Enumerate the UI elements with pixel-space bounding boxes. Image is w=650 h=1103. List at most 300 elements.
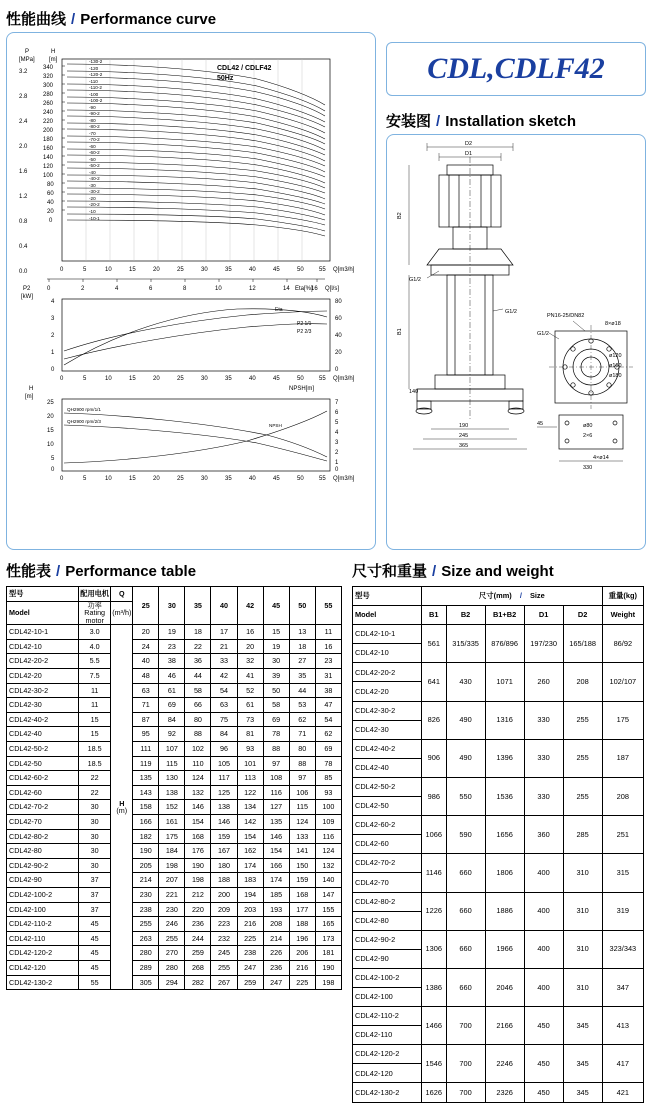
performance-table-body	[7, 625, 342, 990]
perf-cell-head: 142	[237, 815, 263, 830]
perf-cell-head: 175	[159, 829, 185, 844]
perf-cell-head: 30	[263, 654, 289, 669]
table-row	[7, 654, 342, 669]
svg-text:50Hz: 50Hz	[217, 75, 234, 82]
svg-text:50: 50	[297, 376, 304, 382]
svg-text:55: 55	[319, 267, 326, 273]
perf-cell-head: 259	[237, 975, 263, 990]
size-cell-weight: 86/92	[602, 625, 643, 663]
perf-cell-model: CDL42-100-2	[7, 887, 79, 902]
size-cell-b1b2: 1656	[485, 816, 524, 854]
size-cell-model: CDL42-10	[353, 644, 422, 663]
perf-cell-head: 225	[237, 931, 263, 946]
svg-text:[m]: [m]	[49, 57, 58, 63]
perf-cell-power: 11	[79, 683, 111, 698]
size-cell-b1b2: 1536	[485, 777, 524, 815]
perf-cell-head: 69	[159, 698, 185, 713]
svg-text:Q[m3/h]: Q[m3/h]	[333, 476, 355, 482]
size-cell-b1: 1466	[422, 1007, 447, 1045]
table-row	[7, 800, 342, 815]
perf-cell-head: 100	[315, 800, 341, 815]
perf-cell-head: 108	[263, 771, 289, 786]
perf-cell-head: 84	[211, 727, 237, 742]
svg-text:55: 55	[319, 476, 326, 482]
size-cell-b1b2: 1886	[485, 892, 524, 930]
perf-cell-head: 166	[263, 858, 289, 873]
section-title-cn: 性能曲线	[6, 10, 67, 28]
svg-text:ø160: ø160	[609, 363, 622, 369]
perf-cell-head: 226	[263, 946, 289, 961]
size-cell-b2: 490	[446, 739, 485, 777]
perf-cell-head: 107	[159, 742, 185, 757]
perf-cell-head: 53	[289, 698, 315, 713]
size-cell-b1b2: 1316	[485, 701, 524, 739]
perf-cell-head: 225	[289, 975, 315, 990]
perf-cell-head: 280	[159, 960, 185, 975]
perf-cell-head: 220	[185, 902, 211, 917]
perf-cell-head: 41	[237, 669, 263, 684]
perf-cell-head: 21	[211, 639, 237, 654]
svg-text:P2 1/1: P2 1/1	[297, 321, 312, 327]
perf-cell-head: 152	[159, 800, 185, 815]
table-row	[353, 739, 644, 758]
perf-cell-head: 38	[159, 654, 185, 669]
section-title-performance-table	[6, 560, 196, 581]
svg-text:6: 6	[335, 410, 339, 416]
perf-cell-head: 289	[133, 960, 159, 975]
perf-header-q50: 50	[289, 587, 315, 625]
svg-text:14: 14	[283, 286, 290, 292]
size-cell-weight: 347	[602, 968, 643, 1006]
size-cell-b2: 430	[446, 663, 485, 701]
perf-cell-head: 18	[289, 639, 315, 654]
perf-cell-head: 38	[315, 683, 341, 698]
table-row	[7, 756, 342, 771]
svg-text:0: 0	[51, 467, 55, 473]
perf-cell-power: 37	[79, 902, 111, 917]
perf-cell-head: 176	[185, 844, 211, 859]
svg-text:20: 20	[153, 476, 160, 482]
perf-cell-head: 117	[211, 771, 237, 786]
perf-header-q35: 35	[185, 587, 211, 625]
size-cell-b2: 660	[446, 854, 485, 892]
svg-text:-10: -10	[89, 209, 96, 214]
svg-text:4: 4	[115, 286, 119, 292]
svg-text:30: 30	[201, 476, 208, 482]
size-header-model-cn: 型号	[353, 587, 422, 606]
size-cell-b2: 660	[446, 968, 485, 1006]
svg-text:2: 2	[81, 286, 85, 292]
perf-cell-model: CDL42-90-2	[7, 858, 79, 873]
perf-cell-head: 180	[211, 858, 237, 873]
perf-cell-head: 216	[289, 960, 315, 975]
perf-cell-head: 206	[289, 946, 315, 961]
size-header-d1: D1	[524, 606, 563, 625]
perf-cell-head: 97	[263, 756, 289, 771]
size-header-size-cn: 尺寸(mm)	[478, 591, 512, 601]
svg-text:-100-2: -100-2	[89, 98, 103, 103]
perf-cell-head: 159	[211, 829, 237, 844]
perf-cell-head: 69	[263, 712, 289, 727]
size-cell-model: CDL42-60-2	[353, 816, 422, 835]
perf-cell-head: 174	[263, 873, 289, 888]
svg-text:20: 20	[47, 209, 54, 215]
size-cell-model: CDL42-100	[353, 987, 422, 1006]
perf-cell-head: 305	[133, 975, 159, 990]
size-cell-d1: 450	[524, 1083, 563, 1102]
perf-cell-head: 46	[159, 669, 185, 684]
perf-cell-head: 111	[133, 742, 159, 757]
perf-cell-head: 93	[315, 785, 341, 800]
perf-cell-model: CDL42-40-2	[7, 712, 79, 727]
perf-cell-head: 196	[289, 931, 315, 946]
perf-cell-head: 109	[315, 815, 341, 830]
perf-cell-power: 30	[79, 815, 111, 830]
size-header-size	[422, 587, 603, 606]
svg-text:240: 240	[43, 110, 54, 116]
svg-text:-20-2: -20-2	[89, 202, 100, 207]
size-cell-d2: 255	[563, 701, 602, 739]
size-cell-d1: 400	[524, 968, 563, 1006]
perf-title-cn: 性能表	[6, 562, 52, 580]
svg-text:1: 1	[335, 460, 339, 466]
perf-cell-head: 155	[315, 902, 341, 917]
perf-cell-head: 22	[185, 639, 211, 654]
svg-text:40: 40	[249, 476, 256, 482]
size-cell-d2: 255	[563, 777, 602, 815]
size-cell-model: CDL42-70-2	[353, 854, 422, 873]
svg-text:30: 30	[201, 267, 208, 273]
perf-cell-power: 30	[79, 844, 111, 859]
perf-cell-head: 54	[315, 712, 341, 727]
perf-cell-model: CDL42-30	[7, 698, 79, 713]
svg-text:PN16-25/DN82: PN16-25/DN82	[547, 313, 585, 319]
perf-cell-head: 130	[159, 771, 185, 786]
size-cell-b1b2: 1806	[485, 854, 524, 892]
size-cell-d2: 310	[563, 930, 602, 968]
size-cell-model: CDL42-30-2	[353, 701, 422, 720]
table-row	[7, 960, 342, 975]
perf-cell-head: 61	[159, 683, 185, 698]
size-cell-weight: 421	[602, 1083, 643, 1102]
svg-text:45: 45	[273, 476, 280, 482]
perf-header-q25: 25	[133, 587, 159, 625]
svg-text:3.2: 3.2	[19, 69, 28, 75]
perf-cell-head: 44	[185, 669, 211, 684]
svg-text:15: 15	[129, 376, 136, 382]
perf-cell-head: 113	[237, 771, 263, 786]
size-header-weight-cn: 重量(kg)	[602, 587, 643, 606]
size-cell-weight: 315	[602, 854, 643, 892]
svg-text:NPSH[m]: NPSH[m]	[289, 386, 315, 392]
perf-cell-head: 245	[211, 946, 237, 961]
perf-cell-head: 161	[159, 815, 185, 830]
perf-cell-head: 66	[185, 698, 211, 713]
svg-text:45: 45	[537, 421, 544, 427]
perf-cell-head: 78	[263, 727, 289, 742]
size-cell-b1b2: 2046	[485, 968, 524, 1006]
perf-cell-head: 18	[185, 625, 211, 640]
svg-text:0: 0	[51, 367, 55, 373]
perf-cell-head: 208	[263, 917, 289, 932]
perf-cell-head: 263	[133, 931, 159, 946]
perf-cell-head: 95	[133, 727, 159, 742]
perf-cell-head: 69	[315, 742, 341, 757]
size-header-weight-en: Weight	[602, 606, 643, 625]
size-cell-b2: 550	[446, 777, 485, 815]
perf-header-q42: 42	[237, 587, 263, 625]
svg-text:60: 60	[335, 316, 342, 322]
perf-cell-power: 5.5	[79, 654, 111, 669]
perf-cell-power: 45	[79, 960, 111, 975]
perf-cell-model: CDL42-40	[7, 727, 79, 742]
table-row	[7, 931, 342, 946]
perf-cell-head: 75	[211, 712, 237, 727]
size-cell-model: CDL42-80-2	[353, 892, 422, 911]
svg-text:0: 0	[335, 467, 339, 473]
perf-cell-model: CDL42-120	[7, 960, 79, 975]
size-weight-table	[352, 586, 644, 1103]
perf-cell-model: CDL42-70	[7, 815, 79, 830]
size-title-slash: /	[432, 563, 437, 580]
svg-text:15: 15	[129, 267, 136, 273]
svg-text:-30: -30	[89, 183, 96, 188]
svg-text:D2: D2	[465, 141, 473, 147]
perf-cell-head: 50	[263, 683, 289, 698]
size-cell-weight: 417	[602, 1045, 643, 1083]
perf-cell-head: 88	[289, 756, 315, 771]
perf-cell-head: 141	[289, 844, 315, 859]
size-cell-weight: 319	[602, 892, 643, 930]
perf-cell-head: 19	[263, 639, 289, 654]
size-cell-weight: 251	[602, 816, 643, 854]
svg-text:35: 35	[225, 376, 232, 382]
perf-cell-head: 205	[133, 858, 159, 873]
perf-cell-head: 238	[237, 946, 263, 961]
perf-header-q55: 55	[315, 587, 341, 625]
perf-header-motor-cn: 配用电机	[79, 587, 111, 602]
perf-cell-power: 37	[79, 873, 111, 888]
perf-cell-head: 182	[133, 829, 159, 844]
svg-text:45: 45	[273, 267, 280, 273]
size-cell-b1b2: 2246	[485, 1045, 524, 1083]
svg-text:180: 180	[43, 137, 54, 143]
perf-cell-head: 294	[159, 975, 185, 990]
svg-text:8×ø18: 8×ø18	[605, 321, 621, 327]
perf-cell-head: 23	[315, 654, 341, 669]
svg-text:CDL42 / CDLF42: CDL42 / CDLF42	[217, 65, 272, 72]
perf-cell-model: CDL42-50-2	[7, 742, 79, 757]
svg-text:260: 260	[43, 101, 54, 107]
svg-text:40: 40	[47, 200, 54, 206]
svg-text:320: 320	[43, 74, 54, 80]
perf-cell-head: 58	[263, 698, 289, 713]
size-cell-d2: 310	[563, 968, 602, 1006]
perf-cell-head: 203	[237, 902, 263, 917]
table-row	[353, 892, 644, 911]
perf-cell-power: 45	[79, 917, 111, 932]
svg-text:80: 80	[335, 299, 342, 305]
size-cell-d1: 260	[524, 663, 563, 701]
perf-cell-head: 16	[237, 625, 263, 640]
svg-text:-100: -100	[89, 92, 99, 97]
perf-cell-head: 183	[237, 873, 263, 888]
svg-text:190: 190	[459, 423, 469, 429]
svg-text:-60: -60	[89, 144, 96, 149]
perf-header-row-1	[7, 587, 342, 602]
size-cell-d1: 450	[524, 1045, 563, 1083]
perf-cell-head: 244	[185, 931, 211, 946]
size-cell-weight: 413	[602, 1007, 643, 1045]
svg-text:5: 5	[51, 456, 55, 462]
perf-cell-power: 7.5	[79, 669, 111, 684]
svg-text:0: 0	[60, 267, 64, 273]
svg-text:8: 8	[183, 286, 187, 292]
svg-text:-120: -120	[89, 66, 99, 71]
svg-text:-40: -40	[89, 170, 96, 175]
perf-cell-head: 282	[185, 975, 211, 990]
perf-cell-power: 55	[79, 975, 111, 990]
perf-title-slash: /	[56, 563, 61, 580]
perf-cell-model: CDL42-20	[7, 669, 79, 684]
brand-title: CDL,CDLF42	[427, 52, 605, 85]
size-cell-b1: 1306	[422, 930, 447, 968]
size-cell-d2: 208	[563, 663, 602, 701]
svg-text:55: 55	[319, 376, 326, 382]
svg-text:20: 20	[153, 376, 160, 382]
perf-cell-head: 135	[263, 815, 289, 830]
size-cell-b2: 700	[446, 1045, 485, 1083]
svg-text:-60-2: -60-2	[89, 150, 100, 155]
perf-cell-head: 166	[133, 815, 159, 830]
svg-text:P: P	[25, 49, 30, 55]
svg-text:-110: -110	[89, 79, 98, 84]
perf-cell-head: 62	[315, 727, 341, 742]
size-cell-model: CDL42-40	[353, 758, 422, 777]
perf-cell-head: 132	[315, 858, 341, 873]
table-row	[7, 698, 342, 713]
table-row	[7, 639, 342, 654]
svg-text:[m]: [m]	[25, 394, 34, 400]
size-cell-weight: 323/343	[602, 930, 643, 968]
svg-text:365: 365	[459, 443, 469, 449]
svg-text:-120-2: -120-2	[89, 72, 103, 77]
size-cell-d1: 450	[524, 1007, 563, 1045]
perf-cell-head: 92	[159, 727, 185, 742]
svg-text:330: 330	[583, 465, 593, 471]
size-cell-b1b2: 2326	[485, 1083, 524, 1102]
svg-text:16: 16	[311, 286, 318, 292]
perf-cell-head: 270	[159, 946, 185, 961]
perf-cell-power: 15	[79, 712, 111, 727]
svg-text:-90-2: -90-2	[89, 111, 100, 116]
size-cell-model: CDL42-20-2	[353, 663, 422, 682]
size-cell-model: CDL42-130-2	[353, 1083, 422, 1102]
perf-cell-head: 236	[263, 960, 289, 975]
size-cell-model: CDL42-110	[353, 1026, 422, 1045]
perf-cell-head: 88	[263, 742, 289, 757]
perf-cell-head: 110	[185, 756, 211, 771]
perf-cell-model: CDL42-120-2	[7, 946, 79, 961]
perf-cell-head: 150	[289, 858, 315, 873]
svg-text:ø120: ø120	[609, 353, 622, 359]
perf-cell-head: 207	[159, 873, 185, 888]
perf-cell-head: 97	[289, 771, 315, 786]
perf-cell-head: 27	[289, 654, 315, 669]
size-cell-model: CDL42-50	[353, 797, 422, 816]
perf-cell-head: 20	[237, 639, 263, 654]
table-row	[7, 742, 342, 757]
table-row	[353, 816, 644, 835]
perf-cell-head: 87	[133, 712, 159, 727]
svg-text:5: 5	[83, 476, 87, 482]
svg-text:25: 25	[177, 267, 184, 273]
perf-cell-head: 200	[211, 887, 237, 902]
size-cell-d2: 310	[563, 892, 602, 930]
perf-cell-head: 154	[237, 829, 263, 844]
perf-cell-head: 125	[211, 785, 237, 800]
perf-cell-model: CDL42-60-2	[7, 771, 79, 786]
svg-text:G1/2: G1/2	[537, 331, 549, 337]
svg-text:-70: -70	[89, 131, 96, 136]
perf-cell-head: 236	[185, 917, 211, 932]
svg-text:15: 15	[47, 428, 54, 434]
svg-text:B1: B1	[397, 328, 403, 335]
svg-text:40: 40	[249, 267, 256, 273]
perf-header-model-en: Model	[7, 601, 79, 625]
size-cell-d1: 400	[524, 854, 563, 892]
svg-text:50: 50	[297, 476, 304, 482]
perf-cell-head: 230	[159, 902, 185, 917]
svg-text:-80-2: -80-2	[89, 124, 100, 129]
perf-cell-head: 122	[237, 785, 263, 800]
perf-cell-head: 40	[133, 654, 159, 669]
perf-cell-head: 173	[315, 931, 341, 946]
perf-cell-head: 190	[185, 858, 211, 873]
svg-text:4×ø14: 4×ø14	[593, 455, 609, 461]
size-cell-b1b2: 1966	[485, 930, 524, 968]
size-cell-b1: 1066	[422, 816, 447, 854]
perf-header-q-cn: Q	[111, 587, 133, 602]
table-row	[7, 683, 342, 698]
perf-cell-head: 78	[315, 756, 341, 771]
section-title-performance-curve	[6, 8, 216, 29]
perf-cell-power: 18.5	[79, 756, 111, 771]
perf-cell-head: 184	[159, 844, 185, 859]
svg-text:20: 20	[153, 267, 160, 273]
size-cell-model: CDL42-30	[353, 720, 422, 739]
size-table-wrapper	[352, 586, 644, 1103]
svg-text:10: 10	[47, 442, 54, 448]
perf-cell-head: 116	[263, 785, 289, 800]
svg-text:245: 245	[459, 433, 469, 439]
perf-cell-power: 30	[79, 858, 111, 873]
size-cell-b1: 641	[422, 663, 447, 701]
svg-text:10: 10	[105, 476, 112, 482]
size-cell-d2: 255	[563, 739, 602, 777]
perf-cell-head: 11	[315, 625, 341, 640]
perf-cell-head: 221	[159, 887, 185, 902]
perf-cell-head: 212	[185, 887, 211, 902]
perf-cell-model: CDL42-80-2	[7, 829, 79, 844]
perf-cell-head: 138	[159, 785, 185, 800]
size-header-size-slash: /	[519, 591, 522, 601]
perf-cell-head: 124	[185, 771, 211, 786]
svg-text:P2 2/3: P2 2/3	[297, 329, 312, 335]
svg-text:140: 140	[409, 389, 419, 395]
section-title-installation	[386, 110, 576, 131]
perf-cell-head: 188	[289, 917, 315, 932]
